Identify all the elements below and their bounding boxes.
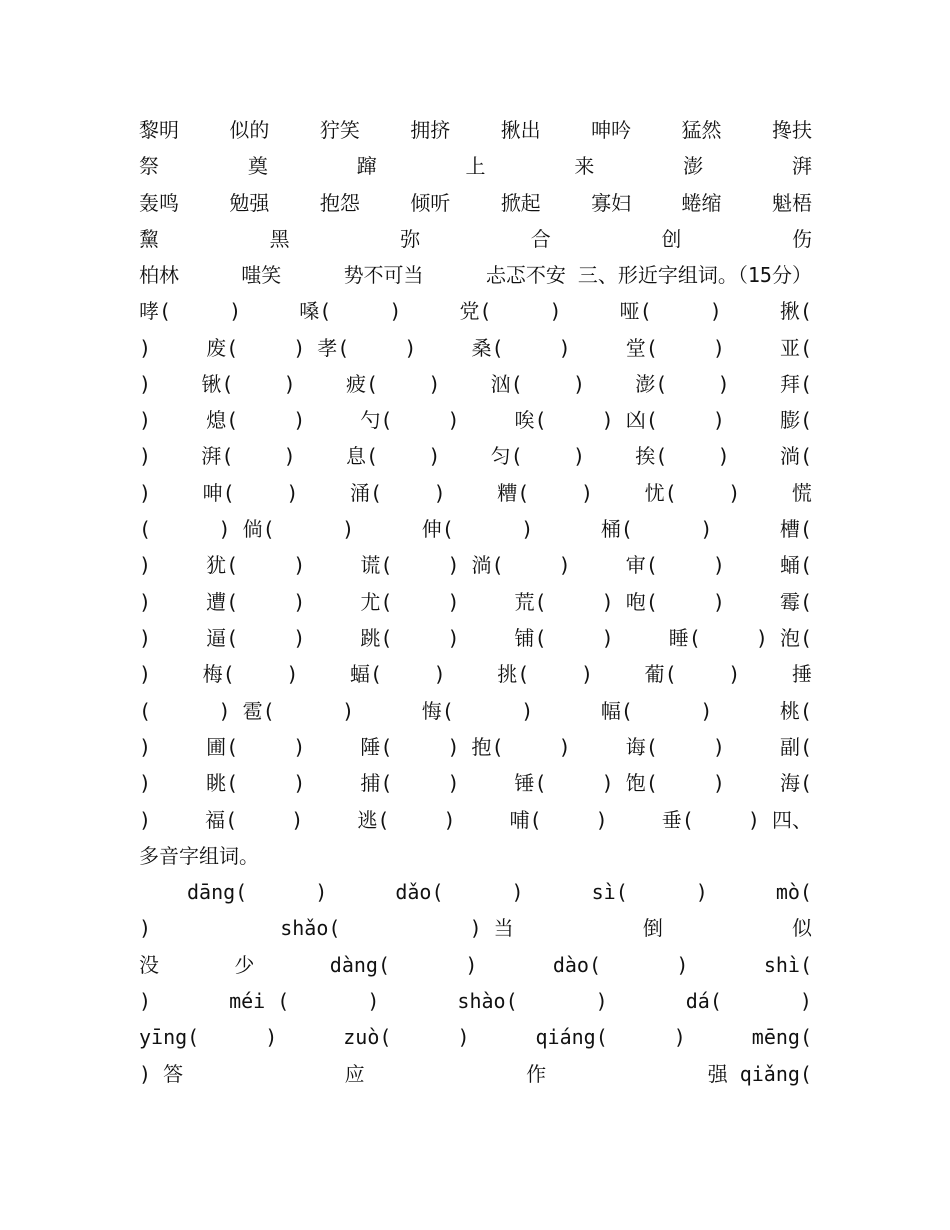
blank-segment: 幅( xyxy=(600,699,633,723)
blank-segment: ) xyxy=(139,444,152,468)
vocab-line-1 xyxy=(139,112,812,148)
blank-segment: 呻( xyxy=(202,481,235,505)
blank-segment: 跳( xyxy=(360,626,393,650)
word: 祭 xyxy=(139,154,159,178)
blank-segment: 霉( xyxy=(779,590,812,614)
vocab-line-2 xyxy=(139,148,812,184)
word: 呻吟 xyxy=(591,118,632,142)
blank-segment: ) xyxy=(709,299,722,323)
blank-segment: 蛹( xyxy=(779,553,812,577)
blank-segment: 谎( xyxy=(360,553,393,577)
blank-segment: ) xyxy=(728,481,741,505)
exercise-line xyxy=(139,293,812,329)
blank-segment: ) xyxy=(558,336,571,360)
blank-segment: 悔( xyxy=(421,699,454,723)
blank-segment: ) xyxy=(521,699,534,723)
blank-segment: 挑( xyxy=(497,662,530,686)
blank-segment: 眺( xyxy=(206,771,239,795)
pinyin-segment: shǎo( xyxy=(280,916,341,940)
blank-segment: ) xyxy=(139,735,152,759)
blank-segment: 逼( xyxy=(206,626,239,650)
word: 黎明 xyxy=(139,118,179,142)
blank-segment: ) xyxy=(139,771,152,795)
blank-segment: ) xyxy=(139,336,152,360)
blank-segment: 熄( xyxy=(206,408,239,432)
blank-segment: ) xyxy=(443,808,456,832)
blank-segment: 湃( xyxy=(201,444,234,468)
blank-segment: 揪( xyxy=(779,299,812,323)
word: 似的 xyxy=(229,118,270,142)
blank-segment: ) xyxy=(447,408,460,432)
word: 狞笑 xyxy=(319,118,360,142)
word: 轰鸣 xyxy=(139,191,179,215)
word: 上 xyxy=(465,154,486,178)
blank-segment: 锹( xyxy=(201,372,234,396)
pinyin-segment: mò( xyxy=(775,880,812,904)
blank-segment: ) xyxy=(558,553,571,577)
blank-segment: ) xyxy=(428,444,441,468)
pinyin-segment: ) xyxy=(676,953,689,977)
blank-segment: ) xyxy=(447,771,460,795)
blank-segment: ) xyxy=(139,408,152,432)
blank-segment: ) xyxy=(283,444,296,468)
vocab-line-4 xyxy=(139,221,812,257)
exercise-line xyxy=(139,511,812,547)
exercise-line xyxy=(139,366,812,402)
word: 寡妇 xyxy=(591,191,632,215)
word: 创 xyxy=(661,227,682,251)
blank-segment: 匀( xyxy=(490,444,523,468)
blank-segment: 诲( xyxy=(625,735,658,759)
blank-segment: 梅( xyxy=(202,662,235,686)
pinyin-segment: 似 xyxy=(791,916,812,940)
blank-segment: ) xyxy=(286,481,299,505)
blank-segment: ) xyxy=(572,372,586,396)
blank-segment: 海( xyxy=(779,771,812,795)
blank-segment: 亚( xyxy=(779,336,812,360)
section-heading-3: 忐忑不安 三、形近字组词。（15分） xyxy=(485,263,812,287)
pinyin-segment: ) xyxy=(511,880,524,904)
blank-segment: ) xyxy=(712,408,725,432)
pinyin-line xyxy=(139,1056,812,1092)
pinyin-segment: zuò( xyxy=(343,1025,392,1049)
pinyin-segment: ) xyxy=(673,1025,686,1049)
blank-segment: ) 咆( xyxy=(601,590,658,614)
pinyin-segment: dǎo( xyxy=(395,880,444,904)
blank-segment: ) 凶( xyxy=(601,408,658,432)
blank-segment: ) xyxy=(712,590,725,614)
pinyin-segment: ) xyxy=(695,880,708,904)
blank-segment: ) xyxy=(700,699,713,723)
pinyin-line xyxy=(139,983,812,1019)
blank-segment: 党( xyxy=(459,299,492,323)
blank-segment: 荒( xyxy=(514,590,547,614)
blank-segment: ) 抱( xyxy=(447,735,504,759)
word: 搀扶 xyxy=(771,118,812,142)
blank-segment: 糟( xyxy=(497,481,530,505)
blank-segment: 息( xyxy=(345,444,379,468)
pinyin-segment: yīng( xyxy=(139,1025,200,1049)
blank-segment: 捕( xyxy=(360,771,393,795)
blank-segment: ) xyxy=(712,336,725,360)
blank-segment: ) xyxy=(580,481,593,505)
word: 澎 xyxy=(683,154,704,178)
pinyin-segment: 作 xyxy=(526,1062,547,1086)
blank-segment: ) xyxy=(433,481,446,505)
blank-segment: ) xyxy=(139,553,152,577)
pinyin-segment: méi ( xyxy=(229,989,290,1013)
blank-segment: ) xyxy=(700,517,713,541)
blank-segment: 葡( xyxy=(644,662,677,686)
blank-segment: 审( xyxy=(625,553,658,577)
pinyin-segment: dào( xyxy=(552,953,601,977)
word: 倾听 xyxy=(410,191,451,215)
pinyin-segment: shì( xyxy=(763,953,812,977)
word: 勉强 xyxy=(229,191,270,215)
pinyin-segment: 少 xyxy=(234,953,255,977)
blank-segment: 桃( xyxy=(779,699,812,723)
blank-segment: 遭( xyxy=(206,590,239,614)
blank-segment: 睡( xyxy=(668,626,701,650)
pinyin-segment: 应 xyxy=(344,1062,365,1086)
blank-segment: 挨( xyxy=(635,444,668,468)
exercise-line xyxy=(139,765,812,801)
pinyin-line xyxy=(139,910,812,946)
blank-segment: ) xyxy=(595,808,608,832)
blank-segment: ) xyxy=(291,808,304,832)
pinyin-segment: ) 答 xyxy=(139,1062,184,1086)
exercise-line xyxy=(139,729,812,765)
word: 势不可当 xyxy=(343,263,424,287)
blank-segment: ) xyxy=(139,590,152,614)
blank-segment: ) xyxy=(389,299,402,323)
word: 黧 xyxy=(139,227,159,251)
word: 抱怨 xyxy=(319,191,360,215)
blank-segment: ) 倘( xyxy=(218,517,275,541)
exercise-line xyxy=(139,693,812,729)
blank-segment: ) xyxy=(558,735,571,759)
vocab-line-5 xyxy=(139,257,812,293)
blank-segment: 嗓( xyxy=(299,299,332,323)
blank-segment: ) xyxy=(293,735,306,759)
blank-segment: ) xyxy=(717,444,730,468)
blank-segment: 伸( xyxy=(421,517,454,541)
pinyin-segment: dāng( xyxy=(187,880,248,904)
exercise-line xyxy=(139,438,812,474)
blank-segment: 蝠( xyxy=(349,662,383,686)
blank-segment: 桑( xyxy=(471,336,504,360)
blank-segment: 铺( xyxy=(514,626,547,650)
blank-segment: 勺( xyxy=(360,408,393,432)
blank-segment: ) 雹( xyxy=(218,699,275,723)
blank-segment: 垂( xyxy=(661,808,694,832)
blank-segment: ) xyxy=(139,626,152,650)
pinyin-segment: 没 xyxy=(139,953,159,977)
blank-segment: ) xyxy=(572,444,586,468)
blank-segment: 疲( xyxy=(345,372,379,396)
word: 伤 xyxy=(791,227,812,251)
word: 奠 xyxy=(247,154,268,178)
blank-segment: 唉( xyxy=(514,408,547,432)
blank-segment: ) 饱( xyxy=(601,771,658,795)
blank-segment: ) xyxy=(447,590,460,614)
blank-segment: 捶 xyxy=(791,662,812,686)
pinyin-segment: ) xyxy=(465,953,478,977)
blank-segment: ) xyxy=(712,771,725,795)
blank-segment: 哑( xyxy=(619,299,652,323)
word: 弥 xyxy=(400,227,421,251)
blank-segment: ) xyxy=(447,626,460,650)
pinyin-segment: ) xyxy=(367,989,380,1013)
word: 黑 xyxy=(269,227,290,251)
pinyin-segment: 倒 xyxy=(642,916,663,940)
blank-segment: 拜( xyxy=(779,372,812,396)
blank-segment: ) xyxy=(342,517,355,541)
blank-segment: 哮( xyxy=(139,299,172,323)
blank-segment: ) xyxy=(601,626,614,650)
pinyin-segment: 强 qiǎng( xyxy=(707,1062,812,1086)
pinyin-segment: shào( xyxy=(457,989,518,1013)
pinyin-line xyxy=(139,947,812,983)
vocab-line-3 xyxy=(139,185,812,221)
pinyin-segment: ) xyxy=(315,880,328,904)
blank-segment: 锤( xyxy=(514,771,547,795)
blank-segment: ) xyxy=(229,299,242,323)
pinyin-segment: ) xyxy=(799,989,812,1013)
blank-segment: ) xyxy=(712,553,725,577)
word: 蜷缩 xyxy=(681,191,722,215)
blank-segment: ) xyxy=(139,662,152,686)
blank-segment: 澎( xyxy=(635,372,668,396)
blank-segment: 桶( xyxy=(600,517,633,541)
word: 嗤笑 xyxy=(241,263,282,287)
blank-segment: ) xyxy=(717,372,730,396)
blank-segment: ( xyxy=(139,699,152,723)
pinyin-segment: ) xyxy=(457,1025,470,1049)
section-heading-text: 多音字组词。 xyxy=(139,844,259,868)
pinyin-segment: sì( xyxy=(591,880,628,904)
blank-segment: 慌 xyxy=(791,481,812,505)
blank-segment: ) xyxy=(139,372,152,396)
pinyin-segment: dàng( xyxy=(329,953,390,977)
blank-segment: 槽( xyxy=(779,517,812,541)
pinyin-segment: ) xyxy=(595,989,608,1013)
blank-segment: ) xyxy=(428,372,441,396)
word: 掀起 xyxy=(500,191,541,215)
word: 湃 xyxy=(791,154,812,178)
word: 柏林 xyxy=(139,263,179,287)
blank-segment: ) xyxy=(293,626,306,650)
pinyin-segment: qiáng( xyxy=(535,1025,608,1049)
exercise-line xyxy=(139,802,812,838)
blank-segment: ) xyxy=(293,590,306,614)
blank-segment: 废( xyxy=(206,336,239,360)
blank-segment: ) xyxy=(521,517,534,541)
pinyin-segment: ) xyxy=(139,916,152,940)
blank-segment: ) xyxy=(404,336,417,360)
blank-segment: 逃( xyxy=(357,808,390,832)
pinyin-segment: ) xyxy=(139,989,152,1013)
blank-segment: 陲( xyxy=(360,735,393,759)
blank-segment: ) 孝( xyxy=(293,336,350,360)
blank-segment: 膨( xyxy=(779,408,812,432)
blank-segment: 圃( xyxy=(206,735,239,759)
blank-segment: 涌( xyxy=(349,481,383,505)
exercise-line xyxy=(139,402,812,438)
blank-segment: ) xyxy=(342,699,355,723)
blank-segment: 福( xyxy=(205,808,238,832)
blank-segment: 淌( xyxy=(779,444,812,468)
exercise-line xyxy=(139,330,812,366)
word: 合 xyxy=(530,227,551,251)
word: 来 xyxy=(574,154,595,178)
exercise-line xyxy=(139,475,812,511)
blank-segment: 副( xyxy=(779,735,812,759)
blank-segment: ( xyxy=(139,517,152,541)
pinyin-line xyxy=(139,874,812,910)
pinyin-line xyxy=(139,1019,812,1055)
section-heading-4 xyxy=(139,838,812,874)
blank-segment: 犹( xyxy=(206,553,239,577)
pinyin-segment: mēng( xyxy=(751,1025,812,1049)
blank-segment: ) xyxy=(712,735,725,759)
blank-segment: ) xyxy=(286,662,299,686)
blank-segment: 汹( xyxy=(490,372,523,396)
pinyin-segment: ) xyxy=(265,1025,278,1049)
exercise-line xyxy=(139,656,812,692)
blank-segment: ) xyxy=(293,408,306,432)
word: 拥挤 xyxy=(410,118,451,142)
exercise-line xyxy=(139,620,812,656)
blank-segment: ) xyxy=(728,662,741,686)
blank-segment: ) xyxy=(549,299,562,323)
pinyin-segment: ) 当 xyxy=(469,916,514,940)
blank-segment: ) xyxy=(580,662,593,686)
blank-segment: ) 泡( xyxy=(755,626,812,650)
pinyin-segment: dá( xyxy=(685,989,722,1013)
word: 魁梧 xyxy=(771,191,812,215)
blank-segment: ) xyxy=(283,372,296,396)
blank-segment: 尤( xyxy=(360,590,393,614)
blank-segment: ) xyxy=(433,662,446,686)
word: 揪出 xyxy=(500,118,541,142)
blank-segment: ) xyxy=(293,553,306,577)
word: 猛然 xyxy=(681,118,722,142)
exercise-line xyxy=(139,547,812,583)
blank-segment: ) xyxy=(139,481,152,505)
blank-segment: 堂( xyxy=(625,336,658,360)
blank-segment: 忧( xyxy=(644,481,677,505)
blank-segment: ) xyxy=(293,771,306,795)
blank-segment: ) xyxy=(139,808,152,832)
blank-segment: 哺( xyxy=(509,808,542,832)
word: 蹿 xyxy=(356,154,377,178)
blank-segment: ) 淌( xyxy=(447,553,504,577)
exercise-line xyxy=(139,584,812,620)
blank-segment: ) 四、 xyxy=(747,808,812,832)
